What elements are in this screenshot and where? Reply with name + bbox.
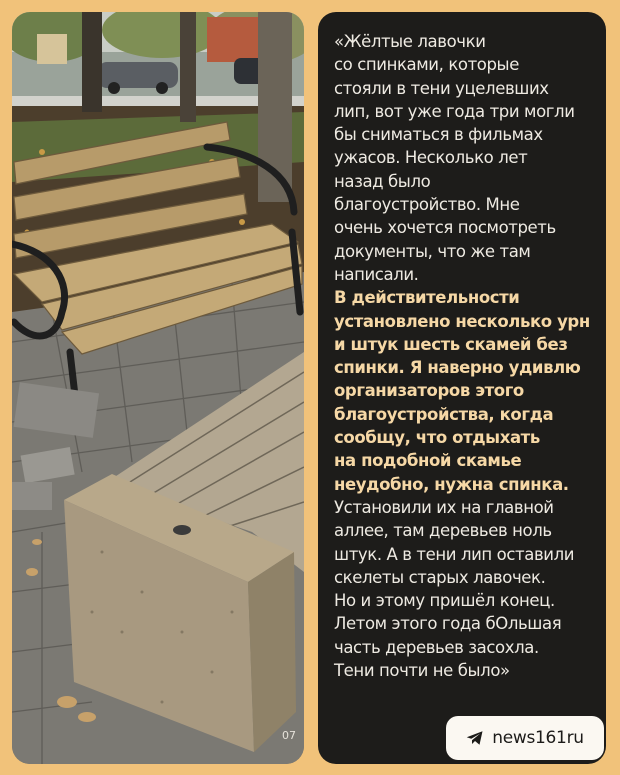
quote-line: аллее, там деревьев ноль xyxy=(334,521,552,541)
quote-line-bold: на подобной скамье xyxy=(334,451,522,471)
quote-line: стояли в тени уцелевших xyxy=(334,78,549,98)
quote-line-bold: благоустройства, когда xyxy=(334,404,554,424)
quote-line: со спинками, которые xyxy=(334,55,519,75)
quote-line: скелеты старых лавочек. xyxy=(334,567,546,587)
quote-line: штук. А в тени лип оставили xyxy=(334,544,575,564)
quote-line-bold: сообщу, что отдыхать xyxy=(334,428,540,448)
quote-line: бы сниматься в фильмах xyxy=(334,125,543,145)
quote-line: лип, вот уже года три могли xyxy=(334,101,575,121)
quote-line: написали. xyxy=(334,264,419,284)
quote-line: назад было xyxy=(334,171,431,191)
quote-line-bold: спинки. Я наверно удивлю xyxy=(334,358,581,378)
quote-line: Установили их на главной xyxy=(334,497,554,517)
telegram-icon xyxy=(466,730,484,746)
quote-line: Тени почти не было» xyxy=(334,661,510,681)
quote-line: Но и этому пришёл конец. xyxy=(334,591,555,611)
quote-line-bold: установлено несколько урн xyxy=(334,311,590,331)
quote-line: Летом этого года бОльшая xyxy=(334,614,562,634)
quote-line-bold: организаторов этого xyxy=(334,381,524,401)
quote-line-bold: неудобно, нужна спинка. xyxy=(334,474,569,494)
quote-line: «Жёлтые лавочки xyxy=(334,32,486,51)
quote-line-bold: и штук шесть скамей без xyxy=(334,334,568,354)
bench-photo xyxy=(12,12,304,764)
source-label: news161ru xyxy=(492,728,584,748)
quote-line: очень хочется посмотреть xyxy=(334,218,556,238)
bench-photo-illustration xyxy=(12,12,304,764)
source-link[interactable] xyxy=(446,716,604,760)
quote-line: ужасов. Несколько лет xyxy=(334,148,528,168)
photo-counter: 07 xyxy=(282,729,296,742)
quote-line: благоустройство. Мне xyxy=(334,195,520,215)
quote-line: документы, что же там xyxy=(334,241,531,261)
quote-line-bold: В действительности xyxy=(334,288,520,308)
quote-line: часть деревьев засохла. xyxy=(334,637,539,657)
quote-text xyxy=(334,30,596,682)
